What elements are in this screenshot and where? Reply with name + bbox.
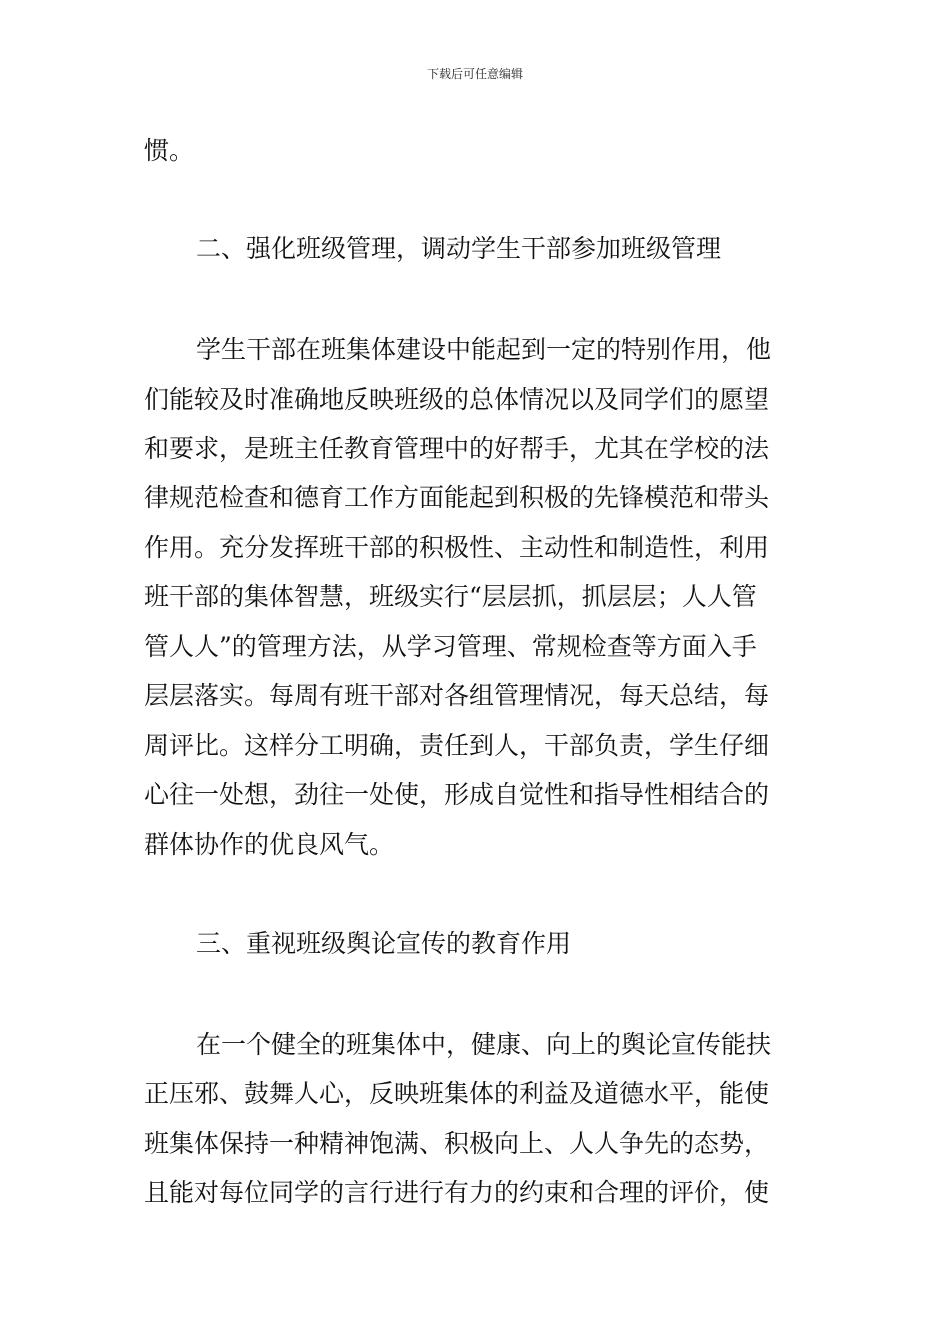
paragraph-line: 惯。 bbox=[144, 136, 195, 165]
paragraph-line: 班干部的集体智慧，班级实行“层层抓，抓层层；人人管 bbox=[144, 582, 757, 611]
paragraph-line: 群体协作的优良风气。 bbox=[144, 830, 395, 859]
paragraph-line: 在一个健全的班集体中，健康、向上的舆论宣传能扶 bbox=[196, 1030, 772, 1059]
paragraph-line: 且能对每位同学的言行进行有力的约束和合理的评价，使 bbox=[144, 1178, 770, 1207]
paragraph-line: 管人人”的管理方法，从学习管理、常规检查等方面入手 bbox=[144, 632, 757, 661]
paragraph-line: 正压邪、鼓舞人心，反映班集体的利益及道德水平，能使 bbox=[144, 1079, 770, 1108]
paragraph-line: 作用。充分发挥班干部的积极性、主动性和制造性，利用 bbox=[144, 533, 770, 562]
paragraph-line: 律规范检查和德育工作方面能起到积极的先锋模范和带头 bbox=[144, 483, 770, 512]
paragraph-line: 们能较及时准确地反映班级的总体情况以及同学们的愿望 bbox=[144, 385, 770, 414]
section-heading-2: 二、强化班级管理，调动学生干部参加班级管理 bbox=[196, 234, 722, 263]
paragraph-line: 心往一处想，劲往一处使，形成自觉性和指导性相结合的 bbox=[144, 780, 770, 809]
paragraph-line: 和要求，是班主任教育管理中的好帮手，尤其在学校的法 bbox=[144, 434, 770, 463]
paragraph-line: 周评比。这样分工明确，责任到人，干部负责，学生仔细 bbox=[144, 731, 770, 760]
paragraph-line: 层层落实。每周有班干部对各组管理情况，每天总结，每 bbox=[144, 681, 770, 710]
header-note: 下载后可任意编辑 bbox=[426, 67, 523, 81]
paragraph-line: 学生干部在班集体建设中能起到一定的特别作用，他 bbox=[196, 335, 772, 364]
section-heading-3: 三、重视班级舆论宣传的教育作用 bbox=[196, 929, 572, 958]
paragraph-line: 班集体保持一种精神饱满、积极向上、人人争先的态势， bbox=[144, 1129, 770, 1158]
